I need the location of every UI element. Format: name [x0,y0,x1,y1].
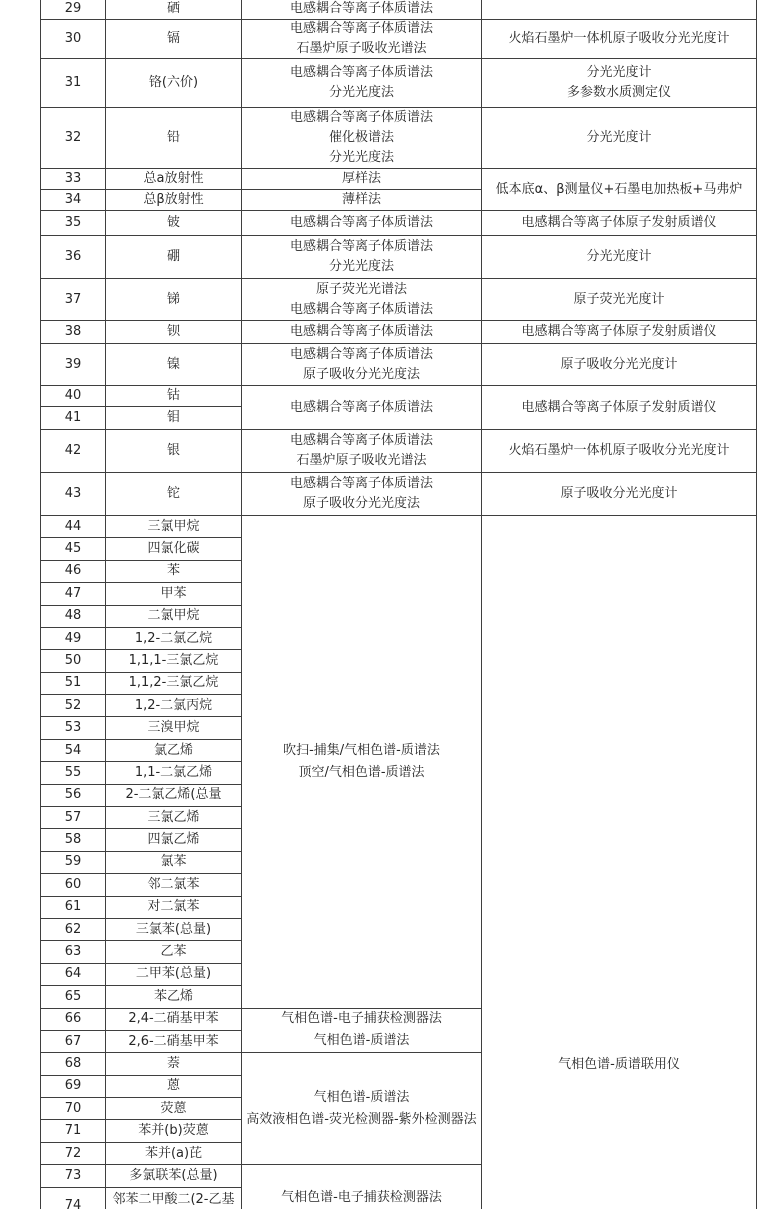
instrument-cell [481,320,757,344]
parameter-name-cell-text: 氯乙烯 [153,742,193,758]
row-number-cell-text: 48 [64,608,82,624]
row-number-cell [40,1052,106,1075]
parameter-name-cell [105,627,242,650]
parameter-name-cell-text: 甲苯 [160,585,187,601]
method-cell-text: 分光光度法 [328,150,394,165]
instrument-cell [481,58,757,108]
instrument-cell [481,235,757,279]
row-number-cell-text: 68 [64,1055,82,1071]
parameter-name-cell [105,19,242,59]
method-cell-text: 电感耦合等离子体质谱法 [289,65,433,80]
method-cell-text: 原子吸收分光光度法 [302,366,420,382]
parameter-name-cell-text: 乙苯 [160,944,187,960]
row-number-cell [40,694,106,717]
row-number-cell-text: 47 [64,585,82,601]
row-number-cell [40,19,106,59]
method-cell-text: 原子吸收分光光度法 [302,496,420,511]
row-number-cell-text: 41 [64,410,82,425]
instrument-cell [481,210,757,236]
row-number-cell [40,672,106,695]
row-number-cell-text: 62 [64,921,82,937]
row-number-cell [40,1164,106,1187]
row-number-cell-text: 56 [64,787,82,803]
row-number-cell-text: 42 [64,443,82,458]
parameter-name-cell-text: 三溴甲烷 [147,720,200,736]
parameter-name-cell-text: 1,2-二氯乙烷 [134,630,213,646]
method-cell-text: 高效液相色谱-荧光检测器-紫外检测器法 [246,1111,477,1127]
parameter-name-cell-text: 氯苯 [160,854,187,870]
row-number-cell-text: 38 [64,324,82,339]
parameter-name-cell-text: 1,1-二氯乙烯 [134,764,213,780]
row-number-cell [40,343,106,386]
parameter-name-cell [105,320,242,344]
row-number-cell [40,649,106,672]
parameter-name-cell-text: 硒 [166,1,180,16]
method-cell-text: 电感耦合等离子体质谱法 [289,110,433,125]
row-number-cell [40,918,106,941]
parameter-name-cell-text: 1,1,1-三氯乙烷 [128,653,219,668]
parameter-name-cell-text: 硼 [166,249,180,264]
parameter-name-cell-text: 三氯甲烷 [147,518,200,534]
parameter-name-cell [105,649,242,672]
parameter-name-cell [105,560,242,583]
parameter-name-cell-text: 二氯甲烷 [147,608,200,624]
method-cell-text: 分光光度法 [328,85,394,100]
row-number-cell-text: 74 [64,1197,82,1209]
row-number-cell-text: 69 [64,1078,82,1094]
row-number-cell-text: 60 [64,876,82,892]
parameter-name-cell [105,1052,242,1075]
parameter-name-cell-text: 铊 [166,486,180,501]
instrument-cell [481,385,757,430]
row-number-cell [40,235,106,279]
instrument-cell [481,343,757,386]
row-number-cell [40,784,106,807]
instrument-cell-text: 火焰石墨炉一体机原子吸收分光光度计 [508,31,730,46]
instrument-cell-text: 分光光度计 [586,249,652,264]
row-number-cell [40,1075,106,1098]
parameter-name-cell [105,963,242,986]
method-cell [241,385,482,430]
row-number-cell-text: 37 [64,291,82,307]
row-number-cell-text: 31 [64,75,82,90]
parameter-name-cell [105,537,242,560]
method-cell [241,235,482,279]
row-number-cell [40,963,106,986]
row-number-cell-text: 36 [64,249,82,264]
method-cell [241,0,482,20]
row-number-cell [40,1008,106,1031]
row-number-cell-text: 34 [64,192,82,207]
parameter-name-cell-text: 对二氯苯 [147,899,200,915]
method-cell-text: 气相色谱-质谱法 [313,1033,410,1049]
row-number-cell-text: 64 [64,966,82,982]
parameter-name-cell [105,672,242,695]
parameter-name-cell [105,605,242,628]
method-cell [241,429,482,473]
parameter-name-cell-text: 钴 [166,388,180,403]
parameter-name-cell [105,784,242,807]
parameter-name-cell [105,739,242,762]
row-number-cell-text: 73 [64,1167,82,1183]
row-number-cell-text: 65 [64,988,82,1004]
instrument-cell-text: 电感耦合等离子体原子发射质谱仪 [521,324,717,339]
parameter-name-cell [105,58,242,108]
parameter-name-cell [105,582,242,605]
row-number-cell [40,940,106,963]
parameter-name-cell [105,385,242,407]
method-cell [241,107,482,169]
parameter-name-cell [105,235,242,279]
parameter-name-cell-text: 铬(六价) [148,75,199,90]
row-number-cell [40,278,106,321]
row-number-cell [40,605,106,628]
method-cell-text: 气相色谱-电子捕获检测器法 [281,1190,442,1206]
row-number-cell [40,168,106,190]
row-number-cell [40,406,106,430]
parameter-name-cell-text: 银 [166,443,180,458]
parameter-name-cell-text: 邻二氯苯 [147,876,200,892]
parameter-name-cell-text: 邻苯二甲酸二(2-乙基 [112,1191,235,1207]
method-cell [241,515,482,1009]
row-number-cell [40,560,106,583]
row-number-cell [40,385,106,407]
instrument-cell [481,19,757,59]
parameter-name-cell [105,918,242,941]
instrument-cell-text: 原子吸收分光光度计 [560,486,678,501]
row-number-cell-text: 32 [64,130,82,145]
row-number-cell [40,739,106,762]
row-number-cell-text: 63 [64,944,82,960]
parameter-name-cell-text: 总a放射性 [143,171,204,186]
row-number-cell-text: 57 [64,809,82,825]
row-number-cell [40,429,106,473]
row-number-cell-text: 33 [64,171,82,186]
parameter-name-cell [105,278,242,321]
row-number-cell-text: 66 [64,1011,82,1027]
method-cell-text: 顶空/气相色谱-质谱法 [298,764,425,780]
method-cell [241,1052,482,1165]
instrument-cell-text: 原子吸收分光光度计 [560,356,678,372]
parameter-name-cell-text: 锑 [166,291,180,307]
row-number-cell-text: 49 [64,630,82,646]
row-number-cell [40,828,106,851]
parameter-name-cell [105,168,242,190]
row-number-cell-text: 54 [64,742,82,758]
parameter-name-cell [105,806,242,829]
instrument-cell [481,107,757,169]
row-number-cell-text: 35 [64,215,82,230]
row-number-cell-text: 53 [64,720,82,736]
instrument-cell-text: 多参数水质测定仪 [566,85,671,100]
method-cell-text: 电感耦合等离子体质谱法 [289,399,433,415]
parameter-name-cell [105,1187,242,1209]
parameter-name-cell [105,716,242,739]
row-number-cell [40,210,106,236]
instrument-cell-text: 分光光度计 [586,130,652,145]
method-cell-text: 分光光度法 [328,259,394,274]
method-cell-text: 原子荧光光谱法 [315,281,407,297]
method-cell [241,189,482,211]
row-number-cell-text: 52 [64,697,82,713]
instrument-cell-text: 火焰石墨炉一体机原子吸收分光光度计 [508,443,730,458]
row-number-cell-text: 44 [64,518,82,534]
row-number-cell-text: 30 [64,31,82,46]
row-number-cell [40,107,106,169]
row-number-cell [40,1142,106,1165]
row-number-cell-text: 43 [64,486,82,501]
row-number-cell [40,627,106,650]
parameter-name-cell-text: 1,2-二氯丙烷 [134,697,213,713]
row-number-cell [40,582,106,605]
parameter-name-cell [105,189,242,211]
method-cell-text: 电感耦合等离子体质谱法 [289,433,433,448]
parameter-name-cell-text: 萘 [166,1055,180,1071]
row-number-cell [40,806,106,829]
row-number-cell [40,58,106,108]
method-cell-text: 气相色谱-质谱法 [313,1089,410,1105]
row-number-cell-text: 71 [64,1123,82,1139]
row-number-cell [40,1187,106,1209]
parameter-name-cell-text: 三氯苯(总量) [135,921,212,937]
method-cell-text: 电感耦合等离子体质谱法 [289,346,433,362]
parameter-name-cell [105,1164,242,1187]
parameter-name-cell [105,761,242,784]
method-cell-text: 电感耦合等离子体质谱法 [289,476,433,491]
parameter-name-cell-text: 铅 [166,130,180,145]
row-number-cell [40,716,106,739]
row-number-cell-text: 72 [64,1145,82,1161]
method-cell-text: 厚样法 [341,171,381,186]
instrument-cell-text: 气相色谱-质谱联用仪 [558,1057,680,1072]
instrument-cell [481,515,757,1209]
row-number-cell-text: 55 [64,764,82,780]
row-number-cell [40,851,106,874]
parameter-name-cell [105,940,242,963]
method-cell [241,1008,482,1054]
row-number-cell-text: 51 [64,675,82,691]
row-number-cell [40,1030,106,1053]
method-cell [241,278,482,321]
parameter-name-cell [105,515,242,538]
instrument-cell-text: 电感耦合等离子体原子发射质谱仪 [521,215,717,230]
parameter-name-cell-text: 三氯乙烯 [147,809,200,825]
parameter-name-cell-text: 苯并(a)芘 [144,1145,203,1161]
method-cell-text: 电感耦合等离子体质谱法 [289,324,433,339]
parameter-name-cell-text: 苯乙烯 [153,988,193,1004]
parameter-name-cell-text: 铍 [166,215,180,230]
row-number-cell [40,1119,106,1142]
method-cell-text: 电感耦合等离子体质谱法 [289,1,433,16]
row-number-cell-text: 45 [64,541,82,557]
parameter-name-cell-text: 苯 [166,563,180,579]
parameter-name-cell [105,107,242,169]
parameter-name-cell-text: 四氯化碳 [147,541,200,557]
instrument-cell-text: 低本底α、β测量仪+石墨电加热板+马弗炉 [495,181,743,197]
parameter-name-cell-text: 1,1,2-三氯乙烷 [128,675,219,691]
parameter-name-cell-text: 钼 [166,410,180,425]
method-cell-text: 石墨炉原子吸收光谱法 [296,453,427,468]
instrument-cell-text: 电感耦合等离子体原子发射质谱仪 [521,399,717,415]
parameter-name-cell-text: 苯并(b)荧蒽 [138,1123,209,1139]
parameter-name-cell [105,1119,242,1142]
row-number-cell-text: 59 [64,854,82,870]
row-number-cell [40,472,106,516]
method-cell-text: 电感耦合等离子体质谱法 [289,215,433,230]
row-number-cell-text: 58 [64,832,82,848]
method-cell-text: 电感耦合等离子体质谱法 [289,301,433,317]
method-cell [241,343,482,386]
instrument-cell-text: 分光光度计 [586,65,652,80]
parameter-name-cell [105,694,242,717]
row-number-cell [40,537,106,560]
row-number-cell-text: 67 [64,1033,82,1049]
row-number-cell [40,873,106,896]
row-number-cell-text: 40 [64,388,82,403]
parameter-name-cell-text: 2,4-二硝基甲苯 [128,1011,219,1027]
parameter-name-cell-text: 二甲苯(总量) [135,966,212,982]
parameter-name-cell [105,896,242,919]
method-cell-text: 电感耦合等离子体质谱法 [289,239,433,254]
parameter-name-cell-text: 钡 [166,324,180,339]
row-number-cell-text: 29 [64,1,82,16]
row-number-cell [40,761,106,784]
parameter-name-cell-text: 镉 [166,31,180,46]
row-number-cell [40,896,106,919]
method-cell-text: 电感耦合等离子体质谱法 [289,21,433,36]
parameter-name-cell [105,1075,242,1098]
instrument-cell [481,472,757,516]
row-number-cell [40,515,106,538]
parameter-name-cell-text: 镍 [166,356,180,372]
row-number-cell [40,189,106,211]
parameter-name-cell [105,985,242,1008]
method-cell-text: 吹扫-捕集/气相色谱-质谱法 [283,742,440,758]
parameter-name-cell-text: 蒽 [166,1078,180,1094]
row-number-cell-text: 70 [64,1100,82,1116]
parameter-name-cell-text: 2-二氯乙烯(总量 [125,787,222,803]
parameter-name-cell [105,873,242,896]
instrument-cell [481,168,757,211]
method-cell [241,320,482,344]
parameter-name-cell [105,0,242,20]
method-cell-text: 薄样法 [341,192,381,207]
instrument-cell-text: 原子荧光光度计 [573,291,665,307]
parameter-name-cell-text: 四氯乙烯 [147,832,200,848]
row-number-cell-text: 50 [64,653,82,668]
method-cell [241,472,482,516]
row-number-cell-text: 46 [64,563,82,579]
parameter-name-cell-text: 荧蒽 [160,1100,187,1116]
parameter-name-cell [105,1030,242,1053]
row-number-cell-text: 61 [64,899,82,915]
parameter-name-cell [105,472,242,516]
method-cell-text: 催化极谱法 [328,130,394,145]
parameter-name-cell [105,406,242,430]
method-cell [241,210,482,236]
parameter-name-cell [105,210,242,236]
parameter-name-cell [105,1008,242,1031]
parameter-name-cell [105,851,242,874]
parameter-name-cell-text: 总β放射性 [143,192,204,207]
instrument-cell [481,278,757,321]
row-number-cell [40,0,106,20]
parameter-name-cell [105,828,242,851]
method-cell [241,1164,482,1209]
parameter-name-cell [105,343,242,386]
row-number-cell [40,320,106,344]
parameter-name-cell-text: 2,6-二硝基甲苯 [128,1033,219,1049]
parameter-name-cell [105,1142,242,1165]
method-cell [241,19,482,59]
parameter-name-cell [105,1097,242,1120]
instrument-cell [481,429,757,473]
method-cell [241,58,482,108]
row-number-cell [40,985,106,1008]
row-number-cell-text: 39 [64,356,82,372]
method-cell-text: 气相色谱-电子捕获检测器法 [281,1011,442,1027]
method-cell-text: 石墨炉原子吸收光谱法 [296,41,427,56]
parameter-name-cell [105,429,242,473]
method-cell [241,168,482,190]
instrument-cell [481,0,757,20]
row-number-cell [40,1097,106,1120]
parameter-name-cell-text: 多氯联苯(总量) [129,1167,218,1183]
